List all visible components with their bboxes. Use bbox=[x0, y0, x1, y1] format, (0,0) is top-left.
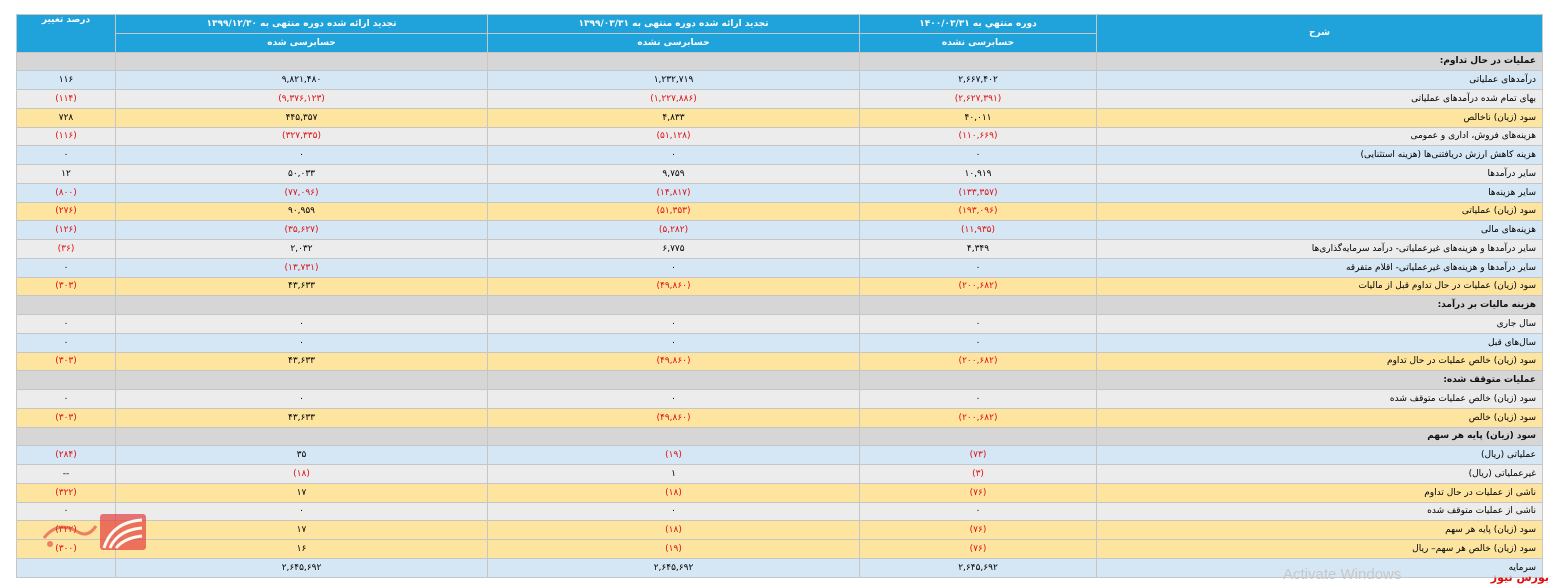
cell-period-1399-03: (۴۹,۸۶۰) bbox=[488, 408, 860, 427]
cell-pct-change: (۱۱۴) bbox=[17, 90, 116, 109]
cell-period-1400: ۰ bbox=[860, 146, 1097, 165]
cell-period-1399-03: (۱,۲۲۷,۸۸۶) bbox=[488, 90, 860, 109]
row-label: ناشی از عملیات متوقف شده bbox=[1097, 502, 1543, 521]
cell-period-1399-03: (۱۹) bbox=[488, 446, 860, 465]
cell-period-1399-03: (۵۱,۳۵۳) bbox=[488, 202, 860, 221]
row-label: سایر هزینه‌ها bbox=[1097, 183, 1543, 202]
cell-pct-change: ۰ bbox=[17, 390, 116, 409]
cell-pct-change: (۳۲۲) bbox=[17, 521, 116, 540]
cell-pct-change bbox=[17, 296, 116, 315]
cell-period-1399-03: ۰ bbox=[488, 502, 860, 521]
header-col2-title: تجدید ارائه شده دوره منتهی به ۱۳۹۹/۰۳/۳۱ bbox=[488, 15, 860, 34]
row-label: سود (زیان) خالص عملیات در حال تداوم bbox=[1097, 352, 1543, 371]
cell-pct-change: ۱۱۶ bbox=[17, 71, 116, 90]
cell-period-1399-12 bbox=[116, 427, 488, 446]
cell-pct-change bbox=[17, 52, 116, 71]
cell-period-1399-12: (۳۵,۶۲۷) bbox=[116, 221, 488, 240]
cell-pct-change: ۰ bbox=[17, 315, 116, 334]
table-row bbox=[17, 277, 1543, 296]
row-label: سایر درآمدها و هزینه‌های غیرعملیاتی- درآمد سرمایه‌گذاری‌ها bbox=[1097, 240, 1543, 259]
cell-period-1399-03: (۱۸) bbox=[488, 521, 860, 540]
section-row bbox=[17, 371, 1543, 390]
row-label: هزینه مالیات بر درآمد: bbox=[1097, 296, 1543, 315]
table-row bbox=[17, 315, 1543, 334]
table-row bbox=[17, 390, 1543, 409]
table-row bbox=[17, 240, 1543, 259]
cell-period-1400: ۰ bbox=[860, 333, 1097, 352]
cell-pct-change: ۱۲ bbox=[17, 165, 116, 184]
cell-period-1399-03 bbox=[488, 296, 860, 315]
table-row bbox=[17, 221, 1543, 240]
cell-period-1399-12: ۰ bbox=[116, 333, 488, 352]
cell-pct-change: (۳۰۳) bbox=[17, 352, 116, 371]
cell-period-1399-03: (۴۹,۸۶۰) bbox=[488, 352, 860, 371]
cell-period-1399-12: ۵۰,۰۳۳ bbox=[116, 165, 488, 184]
cell-period-1399-12: ۰ bbox=[116, 390, 488, 409]
cell-period-1400: (۷۶) bbox=[860, 483, 1097, 502]
cell-period-1400: (۲۰۰,۶۸۲) bbox=[860, 277, 1097, 296]
cell-pct-change: ۰ bbox=[17, 502, 116, 521]
header-col1-sub: حسابرسی نشده bbox=[860, 33, 1097, 52]
cell-period-1400: (۲,۶۲۷,۳۹۱) bbox=[860, 90, 1097, 109]
cell-period-1399-03: (۱۹) bbox=[488, 540, 860, 559]
row-label: سود (زیان) عملیاتی bbox=[1097, 202, 1543, 221]
cell-period-1399-12: ۰ bbox=[116, 315, 488, 334]
row-label: سود (زیان) خالص عملیات متوقف شده bbox=[1097, 390, 1543, 409]
table-row bbox=[17, 502, 1543, 521]
cell-pct-change bbox=[17, 558, 116, 577]
table-row bbox=[17, 483, 1543, 502]
cell-pct-change bbox=[17, 427, 116, 446]
table-row bbox=[17, 540, 1543, 559]
table-row bbox=[17, 446, 1543, 465]
header-col3-title: تجدید ارائه شده دوره منتهی به ۱۳۹۹/۱۲/۳۰ bbox=[116, 15, 488, 34]
cell-period-1400: (۱۳۳,۳۵۷) bbox=[860, 183, 1097, 202]
cell-period-1399-03: ۲,۶۴۵,۶۹۲ bbox=[488, 558, 860, 577]
row-label: سود (زیان) ناخالص bbox=[1097, 108, 1543, 127]
cell-period-1400: (۲۰۰,۶۸۲) bbox=[860, 352, 1097, 371]
cell-period-1399-12: ۹۰,۹۵۹ bbox=[116, 202, 488, 221]
table-row bbox=[17, 146, 1543, 165]
table-row bbox=[17, 352, 1543, 371]
header-row-titles bbox=[17, 15, 1543, 34]
table-row bbox=[17, 71, 1543, 90]
cell-pct-change: (۳۰۳) bbox=[17, 408, 116, 427]
row-label: سود (زیان) پایه هر سهم bbox=[1097, 427, 1543, 446]
row-label: هزینه‌های مالی bbox=[1097, 221, 1543, 240]
bourse-news-logo bbox=[38, 508, 150, 554]
cell-period-1400: (۷۶) bbox=[860, 521, 1097, 540]
row-label: سود (زیان) خالص هر سهم– ریال bbox=[1097, 540, 1543, 559]
cell-period-1399-03: (۱۴,۸۱۷) bbox=[488, 183, 860, 202]
cell-pct-change: (۳۶) bbox=[17, 240, 116, 259]
cell-period-1400: ۰ bbox=[860, 390, 1097, 409]
section-row bbox=[17, 296, 1543, 315]
table-row bbox=[17, 465, 1543, 484]
table-row bbox=[17, 258, 1543, 277]
cell-period-1399-12: (۱۳,۷۳۱) bbox=[116, 258, 488, 277]
cell-period-1400: ۱۰,۹۱۹ bbox=[860, 165, 1097, 184]
section-row bbox=[17, 427, 1543, 446]
row-label: سود (زیان) عملیات در حال تداوم قبل از مالیات bbox=[1097, 277, 1543, 296]
row-label: سود (زیان) پایه هر سهم bbox=[1097, 521, 1543, 540]
cell-period-1400: ۲,۶۴۵,۶۹۲ bbox=[860, 558, 1097, 577]
cell-pct-change: (۳۰۳) bbox=[17, 277, 116, 296]
cell-period-1399-03: ۴,۸۳۳ bbox=[488, 108, 860, 127]
cell-period-1400: ۲,۶۶۷,۴۰۲ bbox=[860, 71, 1097, 90]
cell-period-1400: ۰ bbox=[860, 315, 1097, 334]
cell-period-1399-03: ۶,۷۷۵ bbox=[488, 240, 860, 259]
income-statement-container bbox=[16, 14, 1542, 578]
cell-period-1399-12: ۴۳,۶۳۳ bbox=[116, 408, 488, 427]
cell-period-1400: (۳) bbox=[860, 465, 1097, 484]
cell-period-1400: (۱۱۰,۶۶۹) bbox=[860, 127, 1097, 146]
cell-period-1399-12: ۴۳,۶۳۳ bbox=[116, 352, 488, 371]
cell-period-1399-03 bbox=[488, 52, 860, 71]
cell-period-1399-12: ۲,۰۳۲ bbox=[116, 240, 488, 259]
cell-period-1399-03: ۰ bbox=[488, 258, 860, 277]
cell-period-1399-12: ۰ bbox=[116, 146, 488, 165]
cell-pct-change: (۱۱۶) bbox=[17, 127, 116, 146]
cell-period-1399-12: ۲,۶۴۵,۶۹۲ bbox=[116, 558, 488, 577]
header-desc: شرح bbox=[1097, 15, 1543, 53]
row-label: ناشی از عملیات در حال تداوم bbox=[1097, 483, 1543, 502]
cell-pct-change: -- bbox=[17, 465, 116, 484]
table-row bbox=[17, 108, 1543, 127]
cell-pct-change: ۰ bbox=[17, 258, 116, 277]
cell-period-1399-12: ۱۶ bbox=[116, 540, 488, 559]
cell-pct-change: (۲۷۶) bbox=[17, 202, 116, 221]
cell-period-1399-12: ۱۷ bbox=[116, 521, 488, 540]
row-label: هزینه کاهش ارزش دریافتنی‌ها (هزینه استثنایی) bbox=[1097, 146, 1543, 165]
table-row bbox=[17, 90, 1543, 109]
cell-period-1399-03: ۰ bbox=[488, 390, 860, 409]
cell-pct-change: (۳۰۰) bbox=[17, 540, 116, 559]
cell-period-1400: ۴,۳۴۹ bbox=[860, 240, 1097, 259]
row-label: هزینه‌های فروش، اداری و عمومی bbox=[1097, 127, 1543, 146]
income-statement-table bbox=[16, 14, 1543, 578]
cell-pct-change bbox=[17, 371, 116, 390]
cell-period-1399-12: (۷۷,۰۹۶) bbox=[116, 183, 488, 202]
cell-period-1399-03: (۵,۲۸۲) bbox=[488, 221, 860, 240]
table-row bbox=[17, 183, 1543, 202]
cell-period-1399-03: (۱۸) bbox=[488, 483, 860, 502]
cell-period-1399-03: ۱ bbox=[488, 465, 860, 484]
cell-period-1399-12: ۴۳,۶۳۳ bbox=[116, 277, 488, 296]
cell-period-1400 bbox=[860, 52, 1097, 71]
cell-period-1400: (۷۳) bbox=[860, 446, 1097, 465]
cell-period-1400: (۲۰۰,۶۸۲) bbox=[860, 408, 1097, 427]
cell-period-1399-03: (۴۹,۸۶۰) bbox=[488, 277, 860, 296]
header-col3-sub: حسابرسی شده bbox=[116, 33, 488, 52]
row-label: عملیات در حال تداوم: bbox=[1097, 52, 1543, 71]
cell-period-1399-03: ۰ bbox=[488, 333, 860, 352]
row-label: درآمدهای عملیاتی bbox=[1097, 71, 1543, 90]
cell-period-1400: (۱۱,۹۳۵) bbox=[860, 221, 1097, 240]
row-label: سایر درآمدها bbox=[1097, 165, 1543, 184]
table-row bbox=[17, 521, 1543, 540]
row-label: سود (زیان) خالص bbox=[1097, 408, 1543, 427]
table-row bbox=[17, 165, 1543, 184]
footer-brand: بورس نیوز bbox=[1490, 571, 1549, 584]
activate-windows-watermark: Activate Windows bbox=[1283, 566, 1402, 583]
header-col1-title: دوره منتهي به ۱۴۰۰/۰۳/۳۱ bbox=[860, 15, 1097, 34]
cell-period-1399-03: ۹,۷۵۹ bbox=[488, 165, 860, 184]
cell-period-1399-03: ۱,۲۳۲,۷۱۹ bbox=[488, 71, 860, 90]
cell-period-1399-12: ۹,۸۲۱,۴۸۰ bbox=[116, 71, 488, 90]
cell-pct-change: (۸۰۰) bbox=[17, 183, 116, 202]
cell-period-1400 bbox=[860, 427, 1097, 446]
table-row bbox=[17, 127, 1543, 146]
cell-period-1399-12: (۹,۳۷۶,۱۲۳) bbox=[116, 90, 488, 109]
cell-period-1400 bbox=[860, 371, 1097, 390]
header-col2-sub: حسابرسی نشده bbox=[488, 33, 860, 52]
cell-pct-change: ۰ bbox=[17, 146, 116, 165]
section-row bbox=[17, 52, 1543, 71]
row-label: بهای تمام شده درآمدهای عملیاتی bbox=[1097, 90, 1543, 109]
cell-period-1400: (۷۶) bbox=[860, 540, 1097, 559]
header-pct: درصد تغییر bbox=[17, 15, 116, 53]
row-label: سال جاری bbox=[1097, 315, 1543, 334]
row-label: سرمایه bbox=[1097, 558, 1543, 577]
row-label: غیرعملیاتی (ریال) bbox=[1097, 465, 1543, 484]
table-row bbox=[17, 408, 1543, 427]
table-row bbox=[17, 202, 1543, 221]
cell-period-1399-12: (۱۸) bbox=[116, 465, 488, 484]
cell-period-1399-12 bbox=[116, 296, 488, 315]
row-label: سال‌های قبل bbox=[1097, 333, 1543, 352]
cell-period-1400 bbox=[860, 296, 1097, 315]
cell-period-1400: (۱۹۳,۰۹۶) bbox=[860, 202, 1097, 221]
cell-period-1399-03: ۰ bbox=[488, 146, 860, 165]
cell-period-1399-12: (۳۲۷,۳۳۵) bbox=[116, 127, 488, 146]
table-body bbox=[17, 52, 1543, 577]
row-label: سایر درآمدها و هزینه‌های غیرعملیاتی- اقلام متفرقه bbox=[1097, 258, 1543, 277]
cell-period-1399-03: (۵۱,۱۲۸) bbox=[488, 127, 860, 146]
cell-period-1399-12: ۰ bbox=[116, 502, 488, 521]
cell-period-1400: ۰ bbox=[860, 258, 1097, 277]
cell-period-1399-12 bbox=[116, 371, 488, 390]
cell-period-1399-12 bbox=[116, 52, 488, 71]
cell-pct-change: ۷۲۸ bbox=[17, 108, 116, 127]
table-row bbox=[17, 333, 1543, 352]
cell-period-1399-12: ۳۵ bbox=[116, 446, 488, 465]
cell-period-1400: ۰ bbox=[860, 502, 1097, 521]
row-label: عملیات متوقف شده: bbox=[1097, 371, 1543, 390]
cell-pct-change: ۰ bbox=[17, 333, 116, 352]
cell-period-1399-12: ۴۴۵,۳۵۷ bbox=[116, 108, 488, 127]
cell-period-1399-12: ۱۷ bbox=[116, 483, 488, 502]
cell-period-1400: ۴۰,۰۱۱ bbox=[860, 108, 1097, 127]
cell-period-1399-03 bbox=[488, 371, 860, 390]
row-label: عملیاتی (ریال) bbox=[1097, 446, 1543, 465]
cell-pct-change: (۲۸۴) bbox=[17, 446, 116, 465]
cell-period-1399-03: ۰ bbox=[488, 315, 860, 334]
cell-pct-change: (۱۲۶) bbox=[17, 221, 116, 240]
cell-pct-change: (۳۲۲) bbox=[17, 483, 116, 502]
cell-period-1399-03 bbox=[488, 427, 860, 446]
